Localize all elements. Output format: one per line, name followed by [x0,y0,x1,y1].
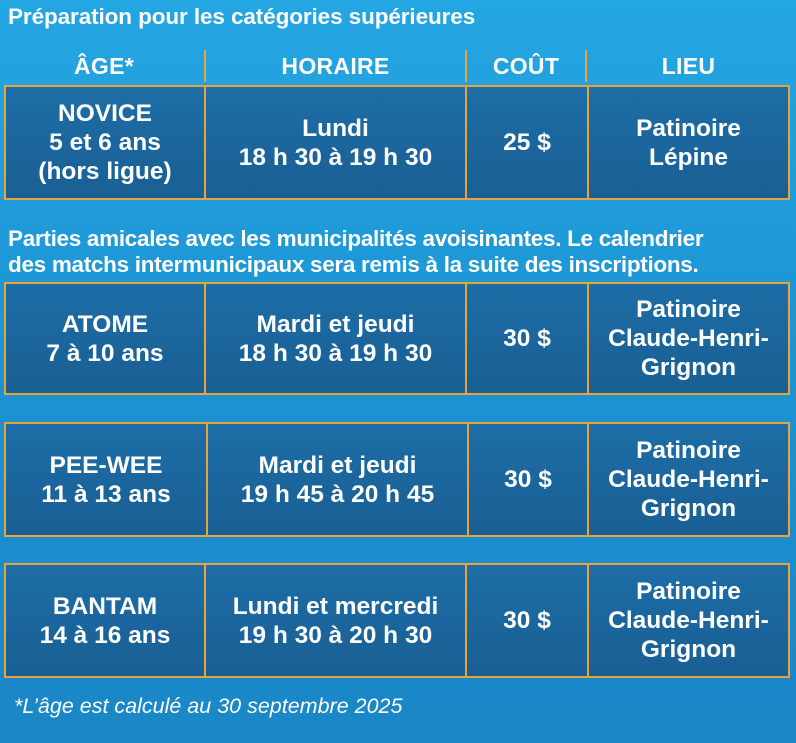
cost-value: 30 $ [503,325,551,352]
place-line: Lépine [649,143,728,171]
category-name: NOVICE [58,100,152,127]
note-line: des matchs intermunicipaux sera remis à la suite des inscriptions. [8,252,699,277]
schedule-days: Mardi et jeudi [258,451,417,479]
cost-value: 30 $ [504,466,552,493]
cell-cost [467,565,587,676]
note-line: Parties amicales avec les municipalités avoisinantes. Le calendrier [8,226,704,251]
footnote-age-calculation: *L’âge est calculé au 30 septembre 2025 [14,694,403,718]
place-line: Claude-Henri- [608,607,769,634]
place-line: Patinoire [636,437,741,464]
header-cost: COÛT [492,52,560,79]
schedule-time: 18 h 30 à 19 h 30 [238,143,433,171]
cell-cost [467,87,587,198]
place-line: Patinoire [636,296,741,323]
cell-schedule [206,565,465,676]
place-line: Grignon [640,636,737,663]
age-range: 11 à 13 ans [41,480,171,508]
category-name: PEE-WEE [49,451,163,479]
table-row-pee-wee [4,422,790,537]
cell-age [6,565,204,676]
age-range: 7 à 10 ans [46,339,164,367]
cell-place [589,424,788,535]
cell-place [589,284,788,393]
cell-cost [469,424,587,535]
section-title-preparation: Préparation pour les catégories supérieures [8,4,476,29]
cost-value: 25 $ [503,129,551,156]
cell-cost [467,284,587,393]
age-range: 14 à 16 ans [39,621,171,649]
age-range: 5 et 6 ans [49,129,161,156]
section-note-friendly-games [8,226,703,278]
category-name: BANTAM [52,592,158,620]
category-name: ATOME [61,310,149,338]
table-row-novice [4,85,790,200]
cell-place [589,87,788,198]
schedule-time: 19 h 30 à 20 h 30 [238,621,433,649]
cell-age [6,284,204,393]
place-line: Grignon [640,354,737,381]
place-line: Claude-Henri- [608,325,769,352]
place-line: Patinoire [636,578,741,605]
cost-value: 30 $ [503,607,551,634]
place-line: Claude-Henri- [608,466,769,493]
schedule-days: Mardi et jeudi [256,310,415,338]
age-note: (hors ligue) [38,158,172,185]
cell-place [589,565,788,676]
place-line: Grignon [640,495,737,522]
header-schedule: HORAIRE [281,52,390,79]
cell-schedule [208,424,467,535]
cell-schedule [206,284,465,393]
table-header [0,48,796,84]
schedule-time: 19 h 45 à 20 h 45 [240,480,435,508]
table-row-atome [4,282,790,395]
schedule-days: Lundi et mercredi [232,592,439,620]
table-row-bantam [4,563,790,678]
cell-age [6,87,204,198]
cell-schedule [206,87,465,198]
header-place: LIEU [661,52,716,79]
cell-age [6,424,206,535]
header-age: ÂGE* [74,52,134,79]
schedule-days: Lundi [302,114,369,142]
place-line: Patinoire [636,114,741,142]
schedule-time: 18 h 30 à 19 h 30 [238,339,433,367]
